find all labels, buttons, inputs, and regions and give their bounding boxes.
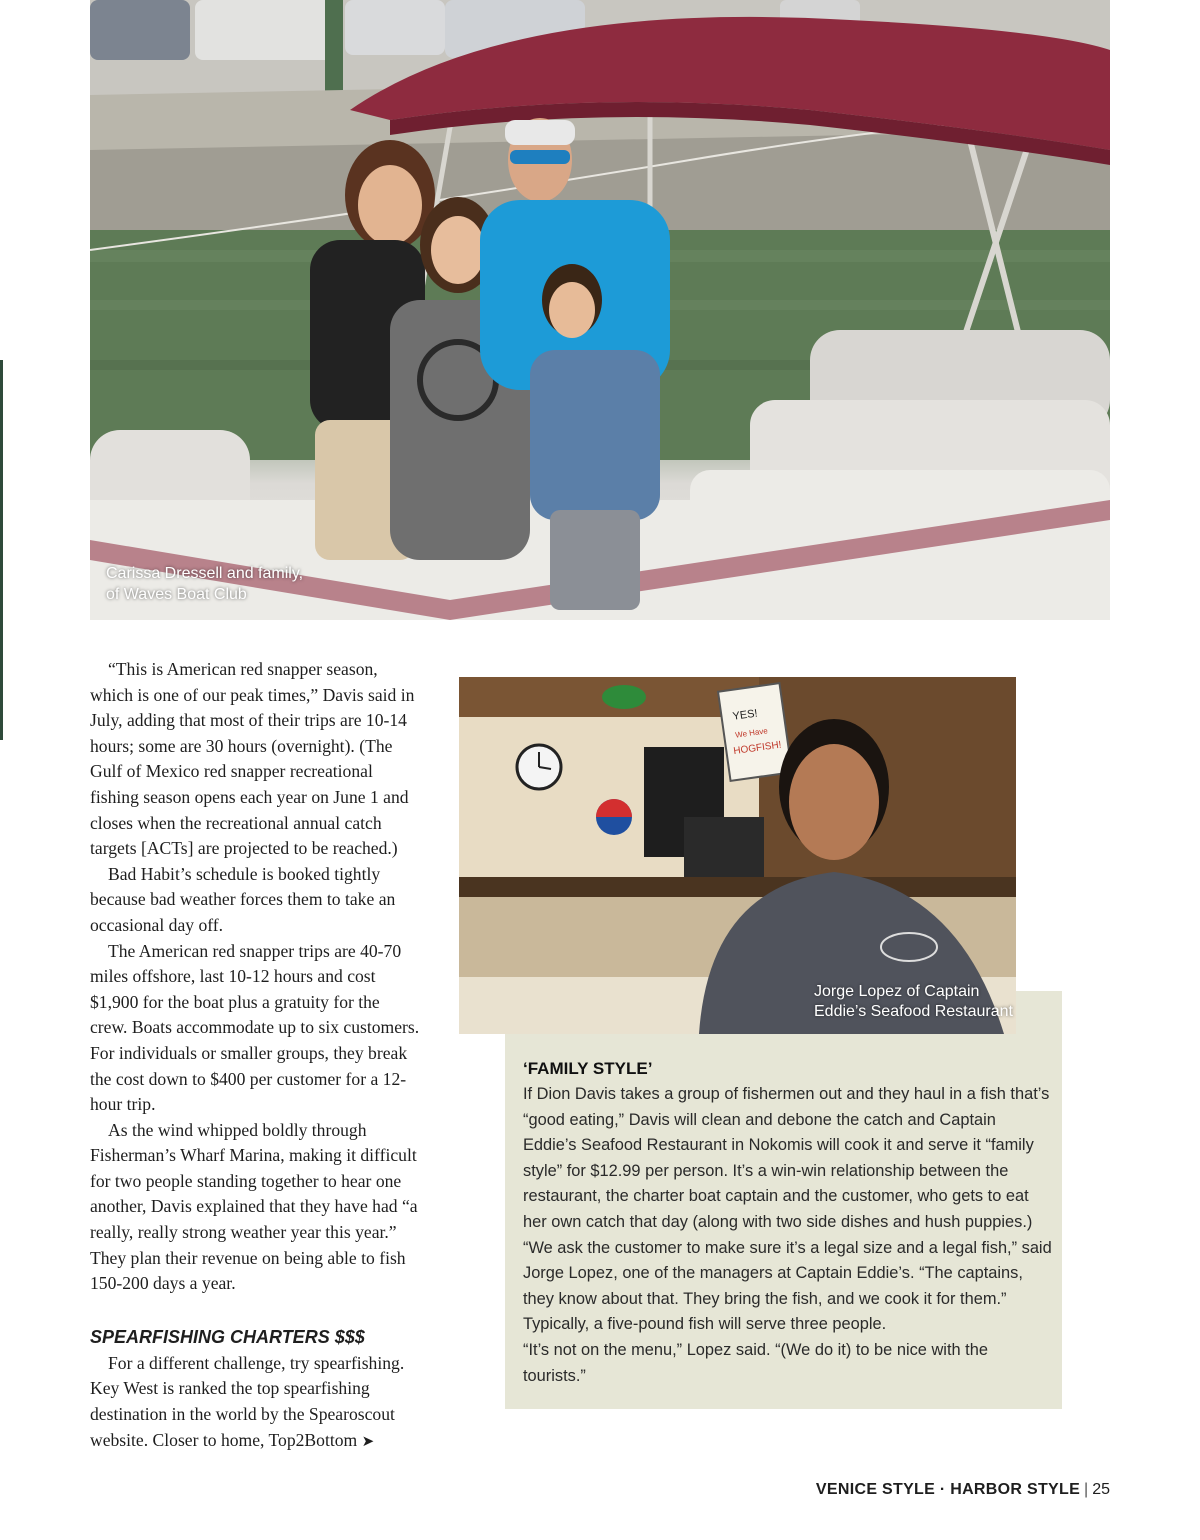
sidebar-content <box>523 1056 1053 1389</box>
article-paragraph-spearfishing <box>90 1351 420 1454</box>
footer-divider: | <box>1084 1481 1089 1498</box>
section-heading-spearfishing: SPEARFISHING CHARTERS $$$ <box>90 1326 365 1347</box>
article-paragraph-3: The American red snapper trips are 40-70 miles offshore, last 10-12 hours and cost $1,900 for the boat plus a gratuity for the crew. Boats accommodate up to six customers. For individuals or smaller groups, they break the cost down to $400 per customer for a 12-hour trip. <box>90 940 420 1115</box>
sidebar-heading: ‘FAMILY STYLE’ <box>523 1059 653 1078</box>
spearfishing-text: For a different challenge, try spearfishing. Key West is ranked the top spearfishing destination in the world by the Spearoscout website. Closer to home, Top2Bottom <box>90 1352 405 1450</box>
article-body-column <box>90 657 420 1454</box>
photo-mid-caption: Jorge Lopez of Captain Eddie’s Seafood Restaurant <box>814 983 1013 1020</box>
restaurant-manager-photo <box>459 677 1016 1034</box>
page-footer <box>816 1479 1110 1501</box>
restaurant-illustration <box>459 677 1016 1034</box>
sign-line-2: We Have <box>734 726 769 740</box>
magazine-brand: VENICE STYLE · HARBOR STYLE <box>815 1481 1081 1498</box>
sign-line-3: HOGFISH! <box>732 739 783 758</box>
photo-top-caption: Carissa Dressell and family, of Waves Boat Club <box>106 565 304 603</box>
page-edge-strip <box>0 360 3 740</box>
sidebar-paragraph-2: “We ask the customer to make sure it’s a legal size and a legal fish,” said Jorge Lopez, one of the managers at Captain Eddie’s. “The captains, they know about that. They bring the fish, and we cook it for them.” <box>523 1238 1052 1308</box>
page-number: 25 <box>1092 1481 1110 1498</box>
continue-arrow-icon: ➤ <box>361 1431 375 1450</box>
sidebar-paragraph-1: If Dion Davis takes a group of fishermen out and they haul in a fish that’s “good eating,” Davis will clean and debone the catch and Captain Eddie’s Seafood Restaurant in Nokomis will cook it and serve it “family style” for $12.99 per person. It’s a win-win relationship between the restaurant, the charter boat captain and the customer, who gets to eat her own catch that day (along with two side dishes and hush puppies.) <box>523 1085 1050 1231</box>
article-paragraph-2: Bad Habit’s schedule is booked tightly because bad weather forces them to take an occasional day off. <box>90 863 396 935</box>
article-paragraph-1: “This is American red snapper season, which is one of our peak times,” Davis said in July, adding that most of their trips are 10-14 hours; some are 30 hours (overnight). (The Gulf of Mexico red snapper recreational fishing season opens each year on June 1 and closes when the recreational annual catch targets [ACTs] are projected to be reached.) <box>90 659 415 859</box>
article-paragraph-4: As the wind whipped boldly through Fisherman’s Wharf Marina, making it difficult for two people standing together to hear one another, Davis explained that they have had “a really, really strong weather year this year.” They plan their revenue on being able to fish 150-200 days a year. <box>90 1119 418 1294</box>
sidebar-paragraph-4: “It’s not on the menu,” Lopez said. “(We do it) to be nice with the tourists.” <box>523 1340 988 1385</box>
sidebar-paragraph-3: Typically, a five-pound fish will serve three people. <box>523 1315 887 1334</box>
family-boat-illustration <box>90 0 1110 620</box>
sign-line-1: YES! <box>731 707 759 723</box>
family-boat-photo <box>90 0 1110 620</box>
